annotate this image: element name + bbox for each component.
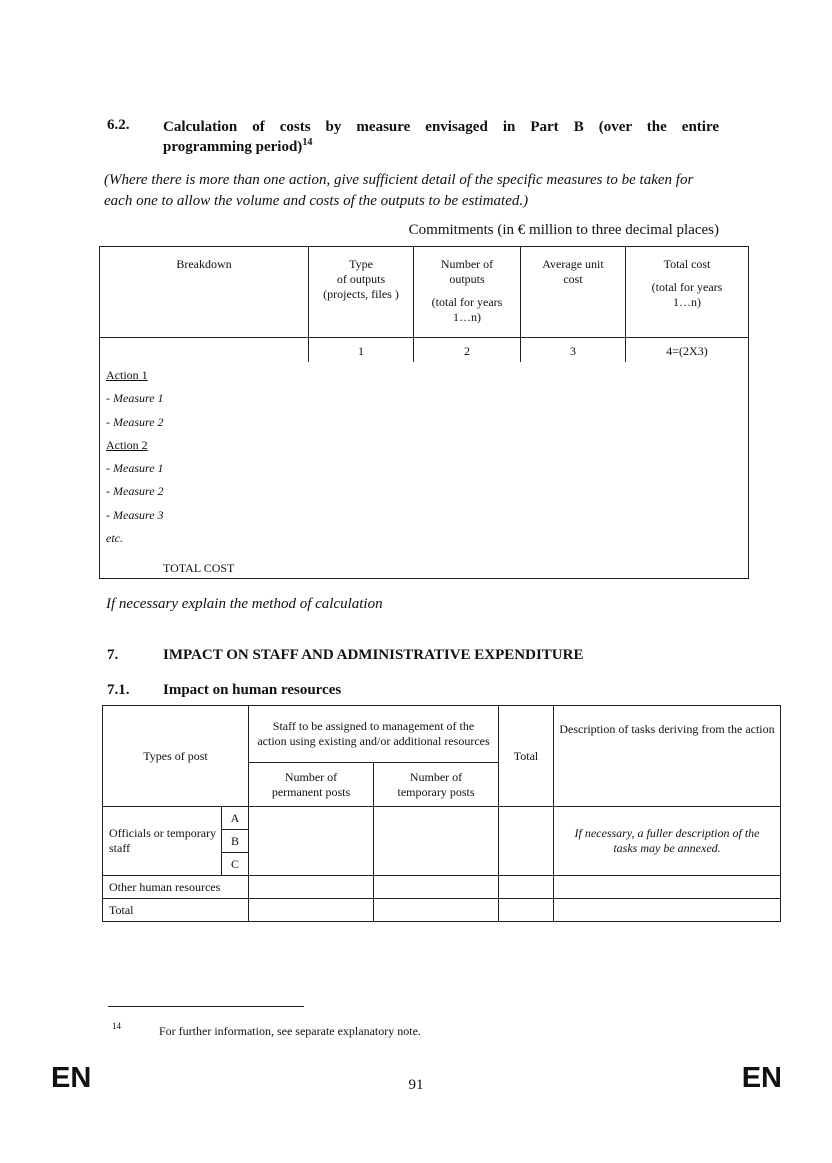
section-title-cont: programming period)$^{14}$ (163, 137, 313, 155)
header-average: Average unit cost (521, 247, 626, 338)
col-num: 4=(2X3) (626, 338, 749, 363)
col-num: 1 (309, 338, 414, 363)
language-mark-right: EN (741, 1062, 782, 1094)
section-number: 7. (107, 647, 119, 663)
section-number: 6.2. (107, 117, 130, 133)
grade: B (222, 830, 249, 853)
cell (374, 807, 499, 876)
page-number: 91 (408, 1077, 424, 1093)
action-1: Action 1 (106, 368, 148, 382)
cell (249, 807, 374, 876)
footnote-divider (108, 1006, 304, 1007)
header-description: Description of tasks deriving from the action (554, 706, 781, 807)
header-number: Number of outputs (total for years 1…n) (414, 247, 521, 338)
section-intro: (Where there is more than one action, give sufficient detail of the specific measures to be taken for each one to allow the volume and costs of the outputs to be estimated.) (104, 172, 694, 209)
header-total: Total (499, 706, 554, 807)
header-temporary: Number of temporary posts (374, 763, 499, 807)
header-staff: Staff to be assigned to management of the action using existing and/or additional resources (249, 706, 499, 763)
cell (100, 338, 309, 363)
cell (249, 899, 374, 922)
header-permanent: Number of permanent posts (249, 763, 374, 807)
action-2: Action 2 (106, 437, 148, 452)
footnote-text: For further information, see separate explanatory note. (159, 1024, 421, 1038)
header-types: Types of post (103, 706, 249, 807)
language-mark-left: EN (51, 1062, 92, 1094)
footnote-number: 14 (112, 1021, 121, 1031)
grade: A (222, 807, 249, 830)
header-type: Type of outputs (projects, files ) (309, 247, 414, 338)
cell (499, 876, 554, 899)
section-title: Calculation of costs by measure envisaged in Part B (over the entire (163, 119, 719, 135)
measure: - Measure 1 (106, 461, 164, 476)
officials-label: Officials or temporary staff (103, 807, 222, 876)
section-title: IMPACT ON STAFF AND ADMINISTRATIVE EXPENDITURE (163, 647, 584, 663)
cost-table (99, 246, 749, 579)
hr-table (102, 705, 781, 922)
cell (249, 876, 374, 899)
cell (554, 899, 781, 922)
col-num: 3 (521, 338, 626, 363)
description-note: If necessary, a fuller description of the tasks may be annexed. (554, 807, 781, 876)
cell (374, 899, 499, 922)
commitments-note: Commitments (in € million to three decimal places) (408, 222, 719, 238)
cell (499, 807, 554, 876)
method-note: If necessary explain the method of calculation (106, 596, 383, 612)
measure: - Measure 3 (106, 507, 164, 522)
grade: C (222, 853, 249, 876)
rows-block (100, 362, 749, 579)
cell (374, 876, 499, 899)
col-num: 2 (414, 338, 521, 363)
measure: - Measure 2 (106, 484, 164, 499)
other-resources-label: Other human resources (103, 876, 249, 899)
footnote-ref[interactable]: 14 (302, 137, 313, 148)
section-title: Impact on human resources (163, 682, 342, 698)
section-number: 7.1. (107, 682, 130, 698)
measure: - Measure 1 (106, 391, 164, 406)
total-label: Total (103, 899, 249, 922)
total-cost-label: TOTAL COST (163, 561, 235, 576)
header-breakdown: Breakdown (100, 247, 309, 338)
etc: etc. (106, 531, 123, 546)
header-total: Total cost (total for years 1…n) (626, 247, 749, 338)
measure: - Measure 2 (106, 414, 164, 429)
cell (499, 899, 554, 922)
cell (554, 876, 781, 899)
